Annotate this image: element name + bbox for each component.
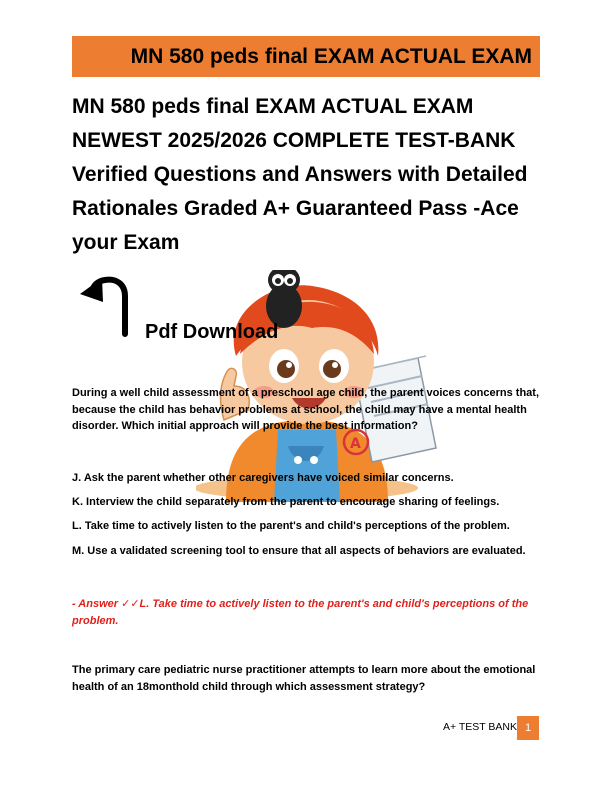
pdf-download-label[interactable]: Pdf Download	[145, 321, 279, 343]
svg-text:A: A	[350, 436, 361, 452]
question-2-text: The primary care pediatric nurse practitioner attempts to learn more about the emotional health of an 18monthold child through which assessment strategy?	[72, 664, 536, 693]
back-arrow-icon[interactable]	[78, 274, 134, 338]
page-number-badge	[517, 716, 539, 740]
banner-title: MN 580 peds final EXAM ACTUAL EXAM	[130, 44, 532, 68]
option-j: J. Ask the parent whether other caregivers have voiced similar concerns.	[72, 472, 454, 484]
option-k: K. Interview the child separately from the parent to encourage sharing of feelings.	[72, 496, 500, 508]
header-banner	[72, 36, 540, 77]
option-l: L. Take time to actively listen to the parent's and child's perceptions of the problem.	[72, 520, 510, 532]
option-m: M. Use a validated screening tool to ensure that all aspects of behaviors are evaluated.	[72, 545, 526, 557]
question-1-text: During a well child assessment of a preschool age child, the parent voices concerns that, because the child has behavior problems at school, the child may have a mental health disorder. Which initial approach will provide the best information?	[72, 387, 540, 432]
document-title: MN 580 peds final EXAM ACTUAL EXAM NEWEST 2025/2026 COMPLETE TEST-BANK Verified Questions and Answers with Detailed Rationales Graded A+ Guaranteed Pass -Ace your Exam	[72, 95, 528, 254]
page-number: 1	[524, 722, 532, 734]
answer-text: - Answer ✓✓L. Take time to actively listen to the parent's and child's perceptions of the problem.	[72, 598, 529, 627]
footer-label: A+ TEST BANK	[443, 721, 518, 733]
